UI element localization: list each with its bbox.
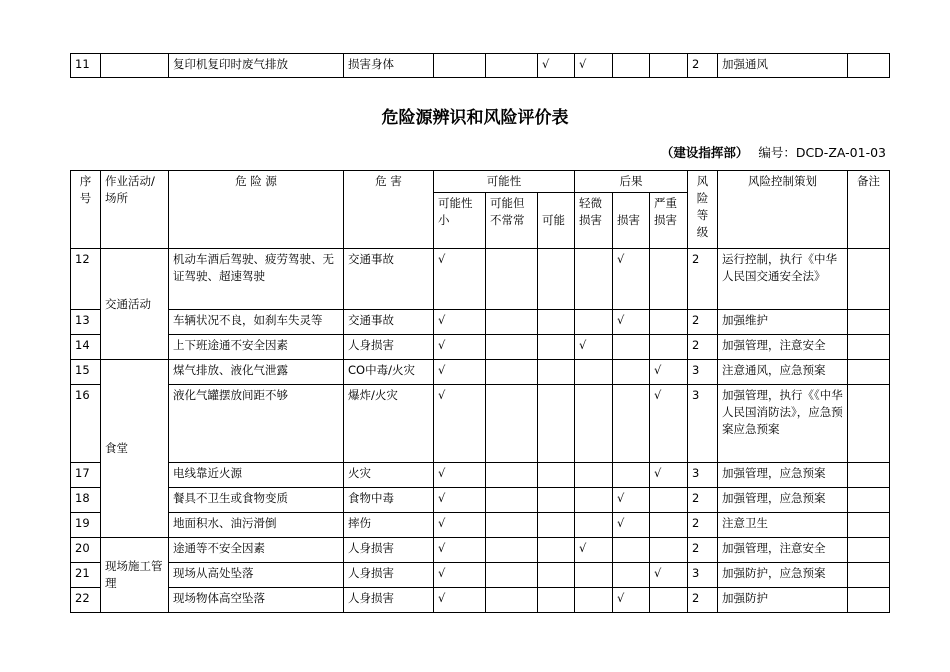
control-cell: 加强通风 xyxy=(718,54,848,78)
hazard-cell: 餐具不卫生或食物变质 xyxy=(169,488,344,513)
control-cell: 加强防护，应急预案 xyxy=(718,563,848,588)
table-row xyxy=(71,310,890,335)
c-harm-cell xyxy=(613,463,650,488)
c-harm-cell xyxy=(613,538,650,563)
table-row xyxy=(71,538,890,563)
c-minor-cell xyxy=(575,588,613,613)
hazard-cell: 上下班途通不安全因素 xyxy=(169,335,344,360)
harm-cell: 火灾 xyxy=(344,463,434,488)
header-hazard: 危 险 源 xyxy=(169,171,344,249)
c-severe-cell xyxy=(650,310,688,335)
row-no: 11 xyxy=(71,54,101,78)
row-no: 15 xyxy=(71,360,101,385)
hazard-cell: 途通等不安全因素 xyxy=(169,538,344,563)
hazard-cell: 机动车酒后驾驶、疲劳驾驶、无证驾驶、超速驾驶 xyxy=(169,249,344,310)
c-minor-cell xyxy=(575,463,613,488)
table-row xyxy=(71,249,890,310)
p-small-cell: √ xyxy=(434,360,486,385)
control-cell: 加强管理，应急预案 xyxy=(718,463,848,488)
row-no: 21 xyxy=(71,563,101,588)
harm-cell: 交通事故 xyxy=(344,310,434,335)
hazard-cell: 车辆状况不良，如刹车失灵等 xyxy=(169,310,344,335)
c-harm-cell: √ xyxy=(613,249,650,310)
c-minor-cell xyxy=(575,360,613,385)
level-cell: 2 xyxy=(688,513,718,538)
harm-cell: 人身损害 xyxy=(344,335,434,360)
c-harm-cell: √ xyxy=(613,588,650,613)
table-row xyxy=(71,563,890,588)
c-harm-cell xyxy=(613,335,650,360)
group-traffic: 交通活动 xyxy=(101,249,169,360)
row-no: 20 xyxy=(71,538,101,563)
c-minor-cell: √ xyxy=(575,538,613,563)
level-cell: 2 xyxy=(688,538,718,563)
c-harm-cell: √ xyxy=(613,488,650,513)
header-control: 风险控制策划 xyxy=(718,171,848,249)
level-cell: 2 xyxy=(688,310,718,335)
hazard-cell: 现场物体高空坠落 xyxy=(169,588,344,613)
table-row xyxy=(71,54,890,78)
p-small-cell: √ xyxy=(434,588,486,613)
harm-cell: 损害身体 xyxy=(344,54,434,78)
c-severe-cell: √ xyxy=(650,385,688,463)
c-severe-cell xyxy=(650,513,688,538)
p-possible-cell: √ xyxy=(538,54,575,78)
c-harm-cell xyxy=(613,563,650,588)
hazard-cell: 液化气罐摆放间距不够 xyxy=(169,385,344,463)
c-minor-cell xyxy=(575,513,613,538)
control-cell: 加强管理，应急预案 xyxy=(718,488,848,513)
control-cell: 注意通风，应急预案 xyxy=(718,360,848,385)
header-p-unusual: 可能但不常常 xyxy=(486,193,538,249)
p-unusual-cell xyxy=(486,54,538,78)
table-row xyxy=(71,588,890,613)
control-cell: 加强管理，执行《《中华人民国消防法》，应急预案应急预案 xyxy=(718,385,848,463)
harm-cell: 人身损害 xyxy=(344,538,434,563)
table-row xyxy=(71,360,890,385)
row-no: 17 xyxy=(71,463,101,488)
c-severe-cell: √ xyxy=(650,563,688,588)
level-cell: 2 xyxy=(688,588,718,613)
c-severe-cell xyxy=(650,588,688,613)
level-cell: 3 xyxy=(688,463,718,488)
control-cell: 运行控制，执行《中华人民国交通安全法》 xyxy=(718,249,848,310)
control-cell: 加强管理，注意安全 xyxy=(718,538,848,563)
note-cell xyxy=(848,54,890,78)
row-no: 22 xyxy=(71,588,101,613)
header-activity: 作业活动/场所 xyxy=(101,171,169,249)
hazard-cell: 地面积水、油污滑倒 xyxy=(169,513,344,538)
p-small-cell: √ xyxy=(434,463,486,488)
hazard-cell: 煤气排放、液化气泄露 xyxy=(169,360,344,385)
row-no: 12 xyxy=(71,249,101,310)
level-cell: 3 xyxy=(688,563,718,588)
level-cell: 3 xyxy=(688,385,718,463)
harm-cell: 爆炸/火灾 xyxy=(344,385,434,463)
control-cell: 加强防护 xyxy=(718,588,848,613)
c-severe-cell xyxy=(650,538,688,563)
c-minor-cell xyxy=(575,563,613,588)
c-minor-cell xyxy=(575,249,613,310)
level-cell: 2 xyxy=(688,249,718,310)
row-no: 18 xyxy=(71,488,101,513)
table-row xyxy=(71,385,890,463)
row-no: 19 xyxy=(71,513,101,538)
level-cell: 2 xyxy=(688,335,718,360)
group-canteen: 食堂 xyxy=(101,360,169,538)
row-no: 14 xyxy=(71,335,101,360)
c-minor-cell xyxy=(575,488,613,513)
harm-cell: 人身损害 xyxy=(344,588,434,613)
row-no: 16 xyxy=(71,385,101,463)
header-level: 风险等级 xyxy=(688,171,718,249)
activity-cell xyxy=(101,54,169,78)
code-label: 编号：DCD-ZA-01-03 xyxy=(758,145,886,160)
p-small-cell: √ xyxy=(434,249,486,310)
c-minor-cell: √ xyxy=(575,54,613,78)
c-severe-cell xyxy=(650,335,688,360)
p-small-cell xyxy=(434,54,486,78)
control-cell: 注意卫生 xyxy=(718,513,848,538)
org-label: （建设指挥部） xyxy=(660,145,749,160)
c-severe-cell: √ xyxy=(650,463,688,488)
header-row xyxy=(71,171,890,193)
header-note: 备注 xyxy=(848,171,890,249)
control-cell: 加强维护 xyxy=(718,310,848,335)
harm-cell: 人身损害 xyxy=(344,563,434,588)
c-minor-cell: √ xyxy=(575,335,613,360)
header-p-small: 可能性小 xyxy=(434,193,486,249)
table-row xyxy=(71,513,890,538)
c-severe-cell xyxy=(650,249,688,310)
c-minor-cell xyxy=(575,385,613,463)
header-consequence: 后果 xyxy=(575,171,688,193)
header-c-minor: 轻微损害 xyxy=(575,193,613,249)
p-small-cell: √ xyxy=(434,563,486,588)
harm-cell: 摔伤 xyxy=(344,513,434,538)
document-meta xyxy=(661,143,886,161)
p-small-cell: √ xyxy=(434,488,486,513)
harm-cell: 食物中毒 xyxy=(344,488,434,513)
header-p-possible: 可能 xyxy=(538,193,575,249)
harm-cell: CO中毒/火灾 xyxy=(344,360,434,385)
c-harm-cell: √ xyxy=(613,513,650,538)
hazard-cell: 现场从高处坠落 xyxy=(169,563,344,588)
control-cell: 加强管理，注意安全 xyxy=(718,335,848,360)
c-severe-cell xyxy=(650,54,688,78)
hazard-cell: 复印机复印时废气排放 xyxy=(169,54,344,78)
page-title: 危险源辨识和风险评价表 xyxy=(381,108,569,128)
harm-cell: 交通事故 xyxy=(344,249,434,310)
header-no: 序号 xyxy=(71,171,101,249)
c-harm-cell: √ xyxy=(613,310,650,335)
table-row xyxy=(71,463,890,488)
c-harm-cell xyxy=(613,360,650,385)
level-cell: 3 xyxy=(688,360,718,385)
p-small-cell: √ xyxy=(434,538,486,563)
c-severe-cell: √ xyxy=(650,360,688,385)
group-site: 现场施工管理 xyxy=(101,538,169,613)
continued-table xyxy=(70,53,890,78)
header-c-severe: 严重损害 xyxy=(650,193,688,249)
header-possibility: 可能性 xyxy=(434,171,575,193)
c-harm-cell xyxy=(613,54,650,78)
hazard-cell: 电线靠近火源 xyxy=(169,463,344,488)
c-severe-cell xyxy=(650,488,688,513)
table-row xyxy=(71,335,890,360)
header-harm: 危 害 xyxy=(344,171,434,249)
p-small-cell: √ xyxy=(434,335,486,360)
p-small-cell: √ xyxy=(434,310,486,335)
c-harm-cell xyxy=(613,385,650,463)
level-cell: 2 xyxy=(688,488,718,513)
p-small-cell: √ xyxy=(434,385,486,463)
p-small-cell: √ xyxy=(434,513,486,538)
level-cell: 2 xyxy=(688,54,718,78)
hazard-table xyxy=(70,170,890,613)
header-c-harm: 损害 xyxy=(613,193,650,249)
c-minor-cell xyxy=(575,310,613,335)
row-no: 13 xyxy=(71,310,101,335)
table-row xyxy=(71,488,890,513)
